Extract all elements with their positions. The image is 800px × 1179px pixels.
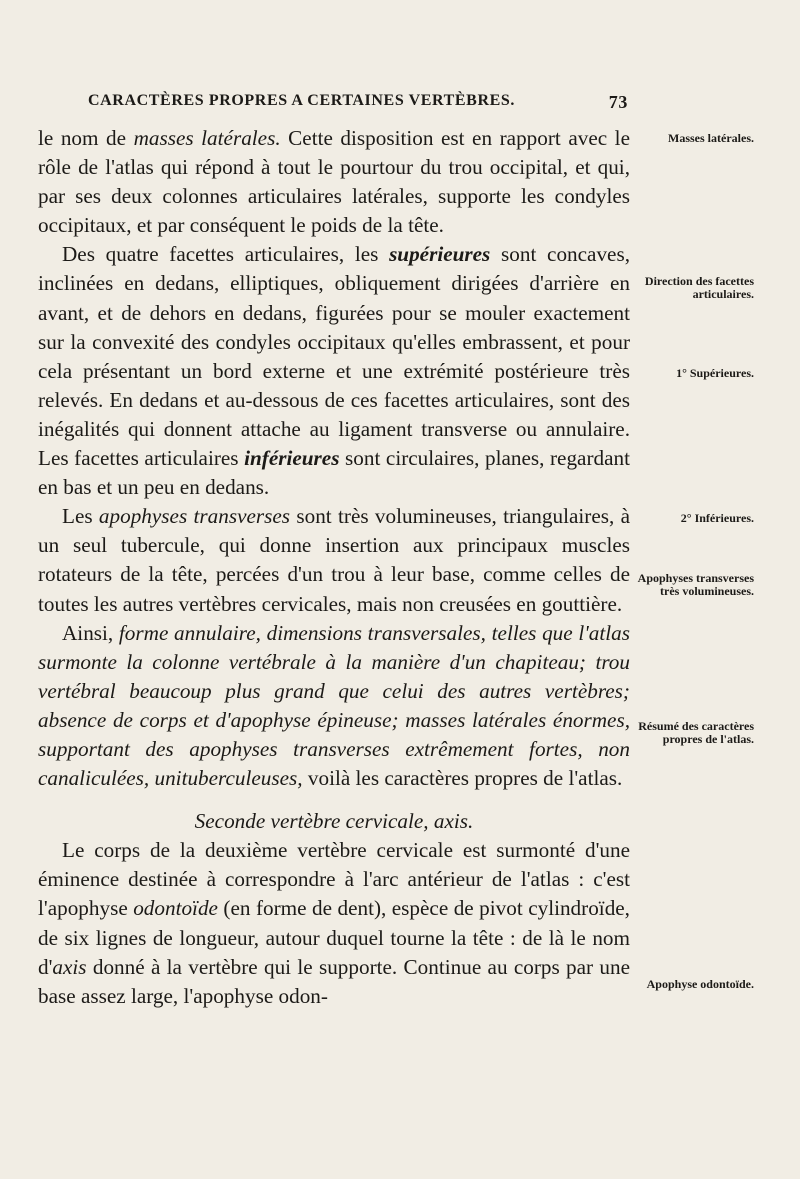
italic-run: inférieures	[244, 446, 340, 471]
margin-note-direction-facettes: Direction des facettes articulaires.	[644, 274, 754, 301]
italic-run: supérieures	[389, 242, 491, 267]
text-run: sont concaves, inclinées en dedans, elliptiques, obliquement dirigées d'arrière en avant, et de dehors en dedans, figurées pour se mouler exactement sur la convexité des condyles occipitaux qu'elles embrassent, et pour cela présentant un bord externe et une extrémité postérieure très relevés. En dedans et au-dessous de ces facettes articulaires, sont des inégalités qui donnent attache au ligament transverse ou annulaire. Les facettes articulaires	[38, 242, 630, 471]
margin-note-masses-laterales: Masses latérales.	[668, 131, 754, 145]
running-header	[88, 92, 628, 110]
text-run: le nom de	[38, 126, 134, 150]
margin-note-inferieures: 2° Inférieures.	[680, 511, 754, 525]
main-text	[38, 124, 630, 1011]
italic-run: masses latérales.	[133, 126, 281, 150]
paragraph-5	[38, 836, 630, 1011]
text-run: Le corps de la deuxième vertèbre cervicale est surmonté d'une éminence destinée à correspondre à l'arc antérieur de l'atlas : c'est l'apophyse	[38, 838, 630, 921]
page-number: 73	[608, 92, 628, 112]
text-run: Des quatre facettes articulaires, les	[62, 242, 390, 267]
italic-run: axis	[52, 954, 87, 979]
italic-run: odontoïde	[133, 896, 218, 921]
text-run: sont très volumineuses, triangulaires, à un seul tubercule, qui donne insertion aux principaux muscles rotateurs de la tête, percées d'un trou à leur base, comme celles de toutes les autres vertèbres cervicales, mais non creusées en gouttière.	[38, 504, 630, 616]
italic-run: apophyses transverses	[98, 504, 291, 529]
margin-note-superieures: 1° Supérieures.	[676, 366, 754, 380]
text-run: Cette disposition est en rapport avec le rôle de l'atlas qui répond à tout le pourtour du trou occipital, et qui, par ses deux colonnes articulaires latérales, supporte les condyles occipitaux, et par conséquent le poids de la tête.	[38, 126, 630, 238]
text-run: donné à la vertèbre qui le supporte. Continue au corps par une base assez large, l'apophyse odon-	[38, 954, 630, 1008]
paragraph-1	[38, 124, 630, 240]
text-run: Ainsi,	[62, 620, 119, 645]
paragraph-4	[38, 619, 630, 794]
text-run: Les	[62, 504, 99, 529]
paragraph-3	[38, 502, 630, 618]
margin-note-apophyses-transverses: Apophyses transverses très volumineuses.	[637, 571, 754, 598]
margin-note-apophyse-odontoide: Apophyse odontoïde.	[646, 977, 754, 991]
italic-run: forme annulaire, dimensions transversales, telles que l'atlas surmonte la colonne vertébrale à la manière d'un chapiteau; trou vertébral beaucoup plus grand que celui des autres vertèbres; absence de corps et d'apophyse épineuse; masses latérales énormes, supportant des apophyses transverses extrêmement fortes, non canaliculées, unituberculeuses,	[38, 620, 630, 791]
margin-note-resume: Résumé des caractères propres de l'atlas.	[638, 719, 754, 746]
paragraph-2	[38, 240, 630, 502]
text-run: (en forme de dent), espèce de pivot cylindroïde, de six lignes de longueur, autour duquel tourne la tête : de là le nom d'	[38, 896, 630, 979]
text-run: voilà les caractères propres de l'atlas.	[302, 766, 623, 791]
running-title: CARACTÈRES PROPRES A CERTAINES VERTÈBRES.	[88, 92, 515, 109]
text-run: sont circulaires, planes, regardant en bas et un peu en dedans.	[38, 446, 630, 500]
section-subheading: Seconde vertèbre cervicale, axis.	[194, 809, 474, 834]
